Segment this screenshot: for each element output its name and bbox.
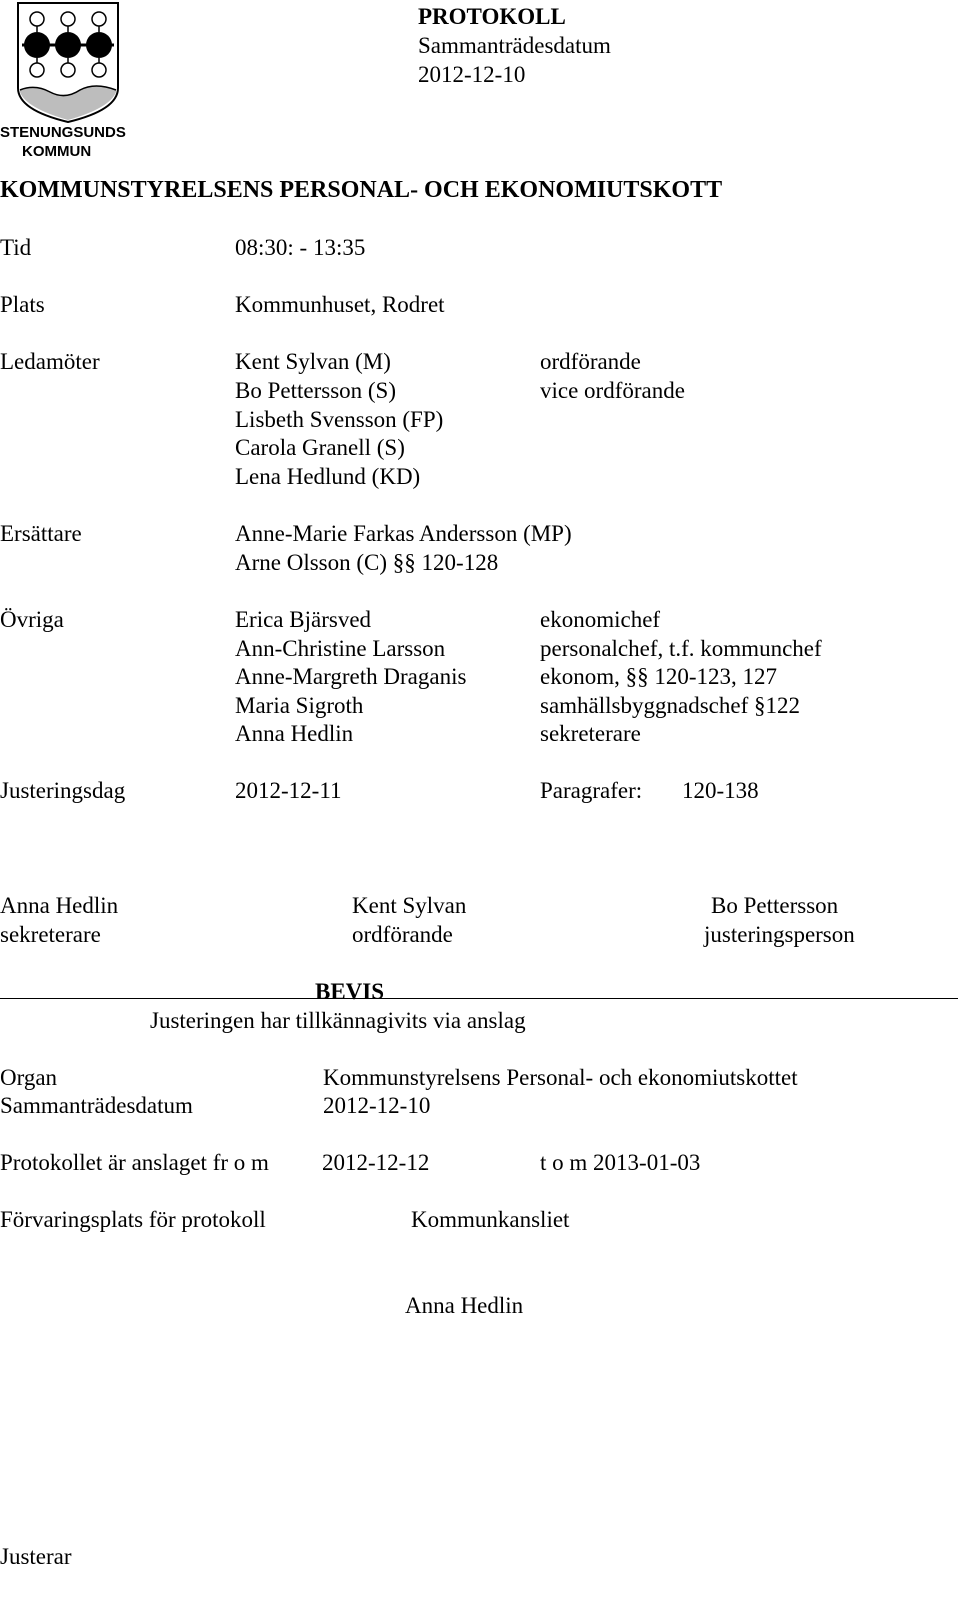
meeting-date-label: Sammanträdesdatum bbox=[418, 33, 611, 58]
signature-role: sekreterare bbox=[0, 922, 101, 947]
other-name: Erica Bjärsved bbox=[235, 607, 372, 632]
substitute-name: Arne Olsson (C) §§ 120-128 bbox=[235, 550, 499, 575]
other-name: Ann-Christine Larsson bbox=[235, 636, 446, 661]
other-role: samhällsbyggnadschef §122 bbox=[540, 693, 800, 718]
adjustment-date: 2012-12-11 bbox=[235, 778, 342, 803]
other-role: personalchef, t.f. kommunchef bbox=[540, 636, 822, 661]
other-role: ekonom, §§ 120-123, 127 bbox=[540, 664, 778, 689]
certificate-date-value: 2012-12-10 bbox=[323, 1093, 431, 1118]
posted-label: Protokollet är anslaget fr o m bbox=[0, 1150, 269, 1175]
storage-value: Kommunkansliet bbox=[411, 1207, 570, 1232]
other-name: Maria Sigroth bbox=[235, 693, 364, 718]
page-title: KOMMUNSTYRELSENS PERSONAL- OCH EKONOMIUTSKOTT bbox=[0, 177, 723, 203]
member-name: Carola Granell (S) bbox=[235, 435, 405, 460]
members-label: Ledamöter bbox=[0, 349, 100, 374]
section-divider bbox=[0, 998, 958, 999]
member-name: Lisbeth Svensson (FP) bbox=[235, 407, 444, 432]
organ-label: Organ bbox=[0, 1065, 58, 1090]
time-label: Tid bbox=[0, 235, 32, 260]
place-value: Kommunhuset, Rodret bbox=[235, 292, 445, 317]
municipality-name-line1: STENUNGSUNDS bbox=[0, 124, 126, 141]
member-name: Bo Pettersson (S) bbox=[235, 378, 396, 403]
member-name: Lena Hedlund (KD) bbox=[235, 464, 421, 489]
place-label: Plats bbox=[0, 292, 45, 317]
paragraphs-label: Paragrafer: bbox=[540, 778, 643, 803]
paragraphs-value: 120-138 bbox=[682, 778, 759, 803]
member-role: ordförande bbox=[540, 349, 641, 374]
adjustment-label: Justeringsdag bbox=[0, 778, 126, 803]
other-role: ekonomichef bbox=[540, 607, 661, 632]
time-value: 08:30: - 13:35 bbox=[235, 235, 366, 260]
storage-label: Förvaringsplats för protokoll bbox=[0, 1207, 266, 1232]
certificate-title: BEVIS bbox=[315, 979, 385, 1004]
signature-name: Anna Hedlin bbox=[0, 893, 119, 918]
municipality-name bbox=[0, 123, 126, 161]
signature-name: Kent Sylvan bbox=[352, 893, 467, 918]
certificate-signer: Anna Hedlin bbox=[405, 1293, 524, 1318]
footer-adjuster-label: Justerar bbox=[0, 1544, 72, 1569]
posted-to: t o m 2013-01-03 bbox=[540, 1150, 701, 1175]
member-name: Kent Sylvan (M) bbox=[235, 349, 391, 374]
other-name: Anne-Margreth Draganis bbox=[235, 664, 467, 689]
signature-name: Bo Pettersson bbox=[711, 893, 839, 918]
substitute-name: Anne-Marie Farkas Andersson (MP) bbox=[235, 521, 572, 546]
organ-value: Kommunstyrelsens Personal- och ekonomiutskottet bbox=[323, 1065, 798, 1090]
meeting-date-value: 2012-12-10 bbox=[418, 62, 526, 87]
other-name: Anna Hedlin bbox=[235, 721, 354, 746]
member-role: vice ordförande bbox=[540, 378, 685, 403]
certificate-date-label: Sammanträdesdatum bbox=[0, 1093, 193, 1118]
posted-from: 2012-12-12 bbox=[322, 1150, 430, 1175]
other-role: sekreterare bbox=[540, 721, 641, 746]
signature-role: ordförande bbox=[352, 922, 453, 947]
substitutes-label: Ersättare bbox=[0, 521, 82, 546]
protocol-label: PROTOKOLL bbox=[418, 4, 566, 29]
municipality-name-line2: KOMMUN bbox=[22, 143, 92, 160]
certificate-subtitle: Justeringen har tillkännagivits via anslag bbox=[150, 1008, 526, 1033]
signature-role: justeringsperson bbox=[704, 922, 855, 947]
others-label: Övriga bbox=[0, 607, 64, 632]
